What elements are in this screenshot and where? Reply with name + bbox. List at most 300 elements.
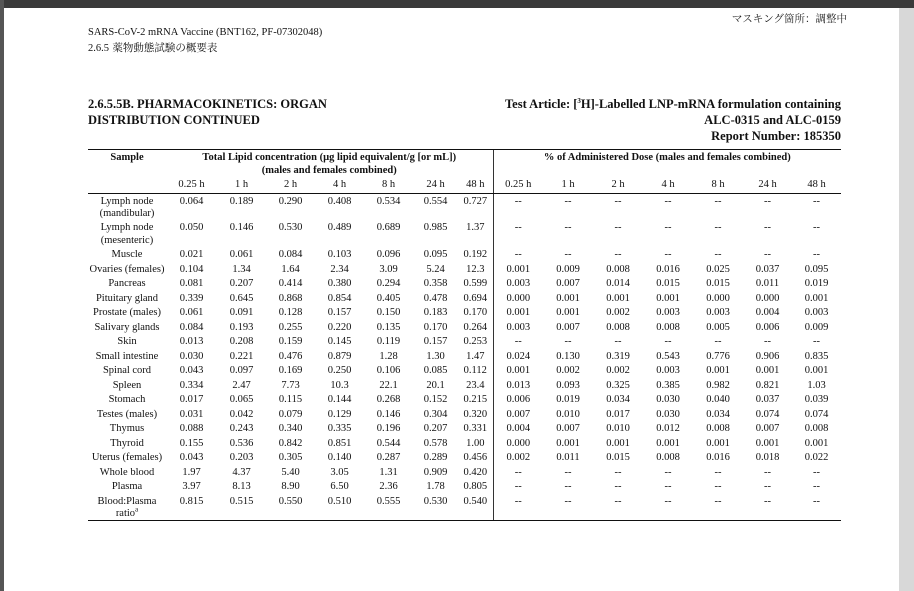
pct-cell: 0.018 (755, 452, 780, 464)
conc-cell: 8.90 (281, 481, 300, 493)
pct-cell: 0.003 (493, 320, 543, 335)
pct-cell: -- (614, 466, 622, 478)
conc-cell: 1.28 (379, 350, 398, 362)
conc-cell: 0.334 (179, 379, 204, 391)
pct-cell: 0.014 (606, 278, 630, 290)
pct-cell: -- (714, 222, 722, 234)
conc-cell: 0.104 (179, 263, 204, 275)
pct-cell: 0.005 (706, 321, 730, 333)
pct-cell: 0.000 (493, 436, 543, 451)
conc-cell: 0.159 (278, 336, 303, 348)
pct-cell: -- (614, 195, 622, 207)
pct-cell: 0.037 (755, 394, 780, 406)
conc-cell: 0.868 (278, 292, 303, 304)
conc-cell: 0.050 (179, 222, 204, 234)
conc-cell: 0.879 (327, 350, 352, 362)
conc-cell: 0.408 (327, 195, 352, 207)
conc-cell: 0.530 (278, 222, 303, 234)
sample-cell: Skin (117, 336, 137, 348)
conc-cell: 0.536 (229, 437, 254, 449)
table-row (88, 378, 841, 393)
pct-time-header: 4 h (643, 179, 693, 193)
sample-cell: Lymph node (mesenteric) (100, 222, 154, 246)
conc-cell: 0.331 (463, 423, 488, 435)
conc-cell: 3.05 (330, 466, 349, 478)
conc-cell: 0.207 (229, 278, 254, 290)
conc-cell: 0.103 (327, 249, 352, 261)
table-title-line2: DISTRIBUTION CONTINUED (88, 113, 260, 127)
conc-time-header: 2 h (266, 179, 315, 193)
pct-cell: -- (714, 466, 722, 478)
section-number: 2.6.5 (88, 43, 109, 54)
conc-cell: 1.78 (426, 481, 445, 493)
pct-cell: -- (764, 195, 772, 207)
conc-cell: 0.189 (229, 195, 254, 207)
pct-cell: -- (714, 336, 722, 348)
conc-cell: 0.119 (376, 336, 401, 348)
conc-cell: 0.530 (413, 494, 458, 521)
pct-cell: 0.039 (804, 394, 829, 406)
table-row (88, 349, 841, 364)
conc-cell: 0.157 (327, 307, 352, 319)
pct-cell: 0.003 (656, 365, 680, 377)
conc-time-header: 24 h (413, 179, 458, 193)
conc-cell: 1.30 (426, 350, 445, 362)
conc-cell: 2.47 (232, 379, 251, 391)
conc-cell: 0.085 (423, 365, 448, 377)
conc-time-header: 8 h (364, 179, 413, 193)
pct-cell: 0.011 (556, 452, 580, 464)
pct-cell: 0.003 (656, 307, 680, 319)
pct-cell: 0.000 (706, 292, 730, 304)
document-header-section (88, 40, 217, 55)
table-row (88, 193, 841, 220)
conc-cell: 0.128 (278, 307, 303, 319)
conc-cell: 0.115 (278, 394, 303, 406)
sample-cell: Blood:Plasma ratio$^a$ (88, 494, 166, 521)
pct-cell: -- (493, 220, 543, 247)
table-row (88, 247, 841, 262)
pct-cell: 0.004 (493, 421, 543, 436)
sample-cell: Thyroid (110, 437, 144, 449)
conc-time-header: 1 h (217, 179, 266, 193)
conc-cell: 0.550 (266, 494, 315, 521)
conc-cell: 0.220 (327, 321, 352, 333)
conc-time-header: 4 h (315, 179, 364, 193)
pct-cell: 0.015 (706, 278, 730, 290)
conc-cell: 0.534 (376, 195, 401, 207)
pct-cell: 0.001 (606, 292, 630, 304)
test-article-line2: ALC-0315 and ALC-0159 (704, 113, 841, 127)
pct-cell: -- (493, 334, 543, 349)
conc-cell: 0.135 (376, 321, 401, 333)
viewer-right-gutter (899, 8, 914, 591)
conc-cell: 0.129 (327, 408, 352, 420)
sample-cell: Small intestine (95, 350, 159, 362)
conc-cell: 0.554 (423, 195, 448, 207)
table-row (88, 262, 841, 277)
conc-cell: 1.31 (379, 466, 398, 478)
conc-cell: 0.017 (179, 394, 204, 406)
pct-cell: 0.001 (493, 262, 543, 277)
table-row (88, 220, 841, 247)
conc-cell: 0.013 (179, 336, 204, 348)
table-title (88, 96, 327, 128)
conc-cell: 5.40 (281, 466, 300, 478)
pct-cell: -- (564, 195, 572, 207)
group-concentration-header: Total Lipid concentration (µg lipid equivalent/g [or mL]) (166, 150, 493, 165)
conc-cell: 0.289 (423, 452, 448, 464)
pct-cell: -- (664, 195, 672, 207)
conc-cell: 0.515 (217, 494, 266, 521)
pct-cell: 0.130 (556, 350, 580, 362)
table-row (88, 276, 841, 291)
conc-cell: 23.4 (466, 379, 485, 391)
sample-cell: Ovaries (females) (89, 263, 165, 275)
distribution-table (88, 149, 841, 521)
pct-cell: 0.001 (556, 292, 580, 304)
pct-cell: -- (493, 193, 543, 220)
conc-cell: 4.37 (232, 466, 251, 478)
pct-cell: 0.002 (493, 450, 543, 465)
pct-cell: 0.074 (804, 408, 829, 420)
pct-cell: 0.030 (656, 408, 680, 420)
pct-cell: 0.019 (804, 278, 829, 290)
pct-cell: -- (764, 249, 772, 261)
conc-cell: 0.170 (463, 307, 488, 319)
pct-cell: -- (664, 222, 672, 234)
sample-cell: Salivary glands (94, 321, 160, 333)
pct-cell: -- (693, 494, 743, 521)
conc-cell: 0.170 (423, 321, 448, 333)
pct-time-header: 48 h (792, 179, 841, 193)
table-title-line1: 2.6.5.5B. PHARMACOKINETICS: ORGAN (88, 97, 327, 111)
conc-cell: 0.555 (364, 494, 413, 521)
pct-cell: 0.982 (706, 379, 730, 391)
conc-cell: 2.34 (330, 263, 349, 275)
pct-cell: 0.013 (493, 378, 543, 393)
pct-cell: 0.007 (556, 423, 580, 435)
conc-cell: 6.50 (330, 481, 349, 493)
pct-cell: 0.008 (656, 321, 680, 333)
conc-cell: 1.37 (466, 222, 485, 234)
pct-cell: 0.906 (755, 350, 780, 362)
pct-cell: -- (614, 336, 622, 348)
pct-cell: -- (813, 481, 821, 493)
pct-cell: 0.008 (804, 423, 829, 435)
conc-cell: 0.264 (463, 321, 488, 333)
conc-cell: 0.510 (315, 494, 364, 521)
pct-cell: 0.015 (606, 452, 630, 464)
pct-cell: 0.835 (804, 350, 829, 362)
conc-cell: 0.645 (229, 292, 254, 304)
conc-cell: 0.145 (327, 336, 352, 348)
conc-cell: 0.095 (423, 249, 448, 261)
table-row (88, 494, 841, 521)
conc-cell: 0.112 (463, 365, 487, 377)
table-row (88, 392, 841, 407)
pct-cell: 0.095 (804, 263, 829, 275)
conc-cell: 0.065 (229, 394, 254, 406)
pct-cell: 0.003 (706, 307, 730, 319)
pct-cell: 0.001 (804, 437, 829, 449)
sample-cell: Pancreas (108, 278, 146, 290)
document-page (4, 8, 899, 591)
pct-cell: 0.325 (606, 379, 630, 391)
pct-cell: -- (813, 222, 821, 234)
pct-cell: -- (493, 494, 543, 521)
table-row (88, 450, 841, 465)
pct-cell: 0.093 (556, 379, 580, 391)
pct-cell: -- (493, 479, 543, 494)
conc-cell: 0.380 (327, 278, 352, 290)
conc-cell: 0.851 (327, 437, 352, 449)
conc-cell: 0.146 (376, 408, 401, 420)
conc-cell: 0.268 (376, 394, 401, 406)
pct-cell: 0.003 (493, 276, 543, 291)
conc-cell: 0.727 (463, 195, 488, 207)
pct-cell: 0.000 (755, 292, 780, 304)
conc-cell: 3.09 (379, 263, 398, 275)
conc-cell: 0.250 (327, 365, 352, 377)
pct-cell: 0.030 (656, 394, 680, 406)
conc-cell: 0.096 (376, 249, 401, 261)
pct-cell: 0.002 (606, 365, 630, 377)
pct-cell: -- (564, 249, 572, 261)
conc-cell: 0.031 (179, 408, 204, 420)
pct-cell: -- (764, 481, 772, 493)
pct-cell: 0.001 (706, 365, 730, 377)
pct-cell: 1.03 (807, 379, 826, 391)
pct-cell: 0.001 (556, 437, 580, 449)
conc-cell: 0.193 (229, 321, 254, 333)
pct-cell: 0.012 (656, 423, 680, 435)
table-row (88, 465, 841, 480)
pct-cell: 0.001 (656, 292, 680, 304)
conc-cell: 0.088 (179, 423, 204, 435)
conc-cell: 0.854 (327, 292, 352, 304)
conc-cell: 12.3 (466, 263, 485, 275)
pct-cell: 0.008 (706, 423, 730, 435)
conc-cell: 0.340 (278, 423, 303, 435)
conc-cell: 0.215 (463, 394, 488, 406)
conc-cell: 0.358 (423, 278, 448, 290)
pct-cell: -- (643, 494, 693, 521)
sample-cell: Thymus (109, 423, 145, 435)
conc-cell: 0.155 (179, 437, 204, 449)
conc-cell: 0.305 (278, 452, 303, 464)
conc-cell: 20.1 (426, 379, 445, 391)
conc-cell: 0.061 (229, 249, 254, 261)
conc-cell: 0.294 (376, 278, 401, 290)
sample-cell: Plasma (111, 481, 143, 493)
pct-cell: 0.040 (706, 394, 730, 406)
pct-cell: -- (764, 222, 772, 234)
conc-cell: 0.253 (463, 336, 488, 348)
test-article-block (505, 96, 841, 144)
conc-cell: 0.290 (278, 195, 303, 207)
pct-cell: 0.008 (606, 263, 630, 275)
pct-cell: 0.022 (804, 452, 829, 464)
conc-cell: 0.842 (278, 437, 303, 449)
pct-cell: 0.007 (493, 407, 543, 422)
pct-cell: 0.001 (706, 437, 730, 449)
conc-cell: 0.183 (423, 307, 448, 319)
pct-cell: 0.543 (656, 350, 680, 362)
group-concentration-subheader: (males and females combined) (261, 164, 397, 176)
pct-cell: 0.001 (755, 437, 780, 449)
conc-cell: 0.599 (463, 278, 488, 290)
pct-time-header: 1 h (543, 179, 593, 193)
sample-cell: Whole blood (99, 466, 155, 478)
pct-cell: -- (614, 249, 622, 261)
conc-cell: 0.287 (376, 452, 401, 464)
pct-cell: 0.024 (493, 349, 543, 364)
pct-cell: 0.007 (755, 423, 780, 435)
conc-cell: 0.030 (179, 350, 204, 362)
table-row (88, 291, 841, 306)
conc-cell: 0.192 (463, 249, 488, 261)
pct-cell: 0.001 (755, 365, 780, 377)
conc-cell: 0.196 (376, 423, 401, 435)
conc-cell: 8.13 (232, 481, 251, 493)
sample-cell: Spinal cord (102, 365, 152, 377)
conc-cell: 0.405 (376, 292, 401, 304)
conc-cell: 0.320 (463, 408, 488, 420)
pct-cell: -- (614, 481, 622, 493)
sample-cell: Muscle (111, 249, 143, 261)
conc-cell: 0.043 (179, 365, 204, 377)
table-row (88, 305, 841, 320)
conc-cell: 0.144 (327, 394, 352, 406)
conc-cell: 0.985 (423, 222, 448, 234)
sample-cell: Stomach (108, 394, 146, 406)
pct-cell: 0.034 (606, 394, 630, 406)
conc-cell: 0.169 (278, 365, 303, 377)
conc-cell: 0.203 (229, 452, 254, 464)
sample-cell: Prostate (males) (93, 307, 161, 319)
conc-cell: 0.420 (463, 466, 488, 478)
pct-cell: -- (664, 336, 672, 348)
test-article-line1: Test Article: [$^3$H]-Labelled LNP-mRNA formulation containing (504, 96, 841, 111)
conc-cell: 3.97 (182, 481, 201, 493)
conc-cell: 0.081 (179, 278, 204, 290)
conc-cell: 0.079 (278, 408, 303, 420)
pct-cell: -- (614, 222, 622, 234)
pct-cell: -- (714, 249, 722, 261)
conc-cell: 0.021 (179, 249, 204, 261)
pct-cell: 0.004 (755, 307, 780, 319)
conc-cell: 0.689 (376, 222, 401, 234)
pct-cell: 0.034 (706, 408, 730, 420)
pct-time-header: 2 h (593, 179, 643, 193)
conc-cell: 0.042 (229, 408, 254, 420)
pct-cell: 0.009 (804, 321, 829, 333)
pct-cell: 0.011 (755, 278, 780, 290)
pct-cell: -- (792, 494, 841, 521)
sample-cell: Testes (males) (96, 408, 158, 420)
pct-cell: 0.776 (706, 350, 730, 362)
pct-cell: -- (493, 465, 543, 480)
conc-cell: 1.00 (466, 437, 485, 449)
conc-cell: 0.146 (229, 222, 254, 234)
conc-cell: 0.152 (423, 394, 448, 406)
pct-cell: 0.025 (706, 263, 730, 275)
pct-cell: 0.001 (606, 437, 630, 449)
pct-cell: -- (564, 336, 572, 348)
conc-cell: 22.1 (379, 379, 398, 391)
pct-cell: -- (543, 494, 593, 521)
conc-cell: 0.207 (423, 423, 448, 435)
pct-cell: -- (664, 249, 672, 261)
conc-cell: 10.3 (330, 379, 349, 391)
conc-cell: 0.478 (423, 292, 448, 304)
pct-cell: -- (564, 481, 572, 493)
pct-time-header: 0.25 h (493, 179, 543, 193)
pct-cell: 0.019 (556, 394, 580, 406)
conc-cell: 0.304 (423, 408, 448, 420)
window-top-bar (0, 0, 914, 8)
pct-cell: 0.001 (804, 292, 829, 304)
conc-cell: 1.64 (281, 263, 300, 275)
pct-cell: -- (813, 336, 821, 348)
conc-cell: 0.140 (327, 452, 352, 464)
conc-cell: 0.335 (327, 423, 352, 435)
conc-cell: 0.084 (179, 321, 204, 333)
pct-cell: -- (714, 481, 722, 493)
conc-cell: 0.578 (423, 437, 448, 449)
pct-cell: -- (764, 336, 772, 348)
table-row (88, 363, 841, 378)
conc-cell: 0.157 (423, 336, 448, 348)
conc-cell: 0.208 (229, 336, 254, 348)
conc-cell: 7.73 (281, 379, 300, 391)
conc-cell: 1.47 (466, 350, 485, 362)
conc-cell: 0.221 (229, 350, 254, 362)
conc-cell: 1.34 (232, 263, 251, 275)
pct-cell: 0.007 (556, 278, 580, 290)
col-sample-header: Sample (88, 150, 166, 165)
pct-cell: 0.009 (556, 263, 580, 275)
conc-cell: 0.540 (458, 494, 493, 521)
pct-cell: 0.017 (606, 408, 630, 420)
conc-time-header: 0.25 h (166, 179, 217, 193)
pct-cell: 0.319 (606, 350, 630, 362)
conc-cell: 0.339 (179, 292, 204, 304)
pct-cell: 0.002 (556, 365, 580, 377)
pct-cell: -- (743, 494, 792, 521)
conc-cell: 0.476 (278, 350, 303, 362)
table-row (88, 320, 841, 335)
pct-cell: -- (813, 195, 821, 207)
pct-cell: -- (564, 222, 572, 234)
pct-cell: 0.001 (804, 365, 829, 377)
conc-cell: 0.489 (327, 222, 352, 234)
pct-cell: 0.001 (656, 437, 680, 449)
document-header-product: SARS-CoV-2 mRNA Vaccine (BNT162, PF-07302048) (88, 27, 323, 38)
conc-cell: 1.97 (182, 466, 201, 478)
pct-cell: -- (714, 195, 722, 207)
pct-cell: 0.037 (755, 263, 780, 275)
pct-cell: -- (664, 466, 672, 478)
pct-cell: 0.074 (755, 408, 780, 420)
conc-cell: 0.064 (179, 195, 204, 207)
pct-cell: 0.008 (656, 452, 680, 464)
pct-cell: 0.001 (493, 305, 543, 320)
pct-cell: -- (813, 249, 821, 261)
conc-cell: 0.243 (229, 423, 254, 435)
pct-cell: 0.016 (656, 263, 680, 275)
